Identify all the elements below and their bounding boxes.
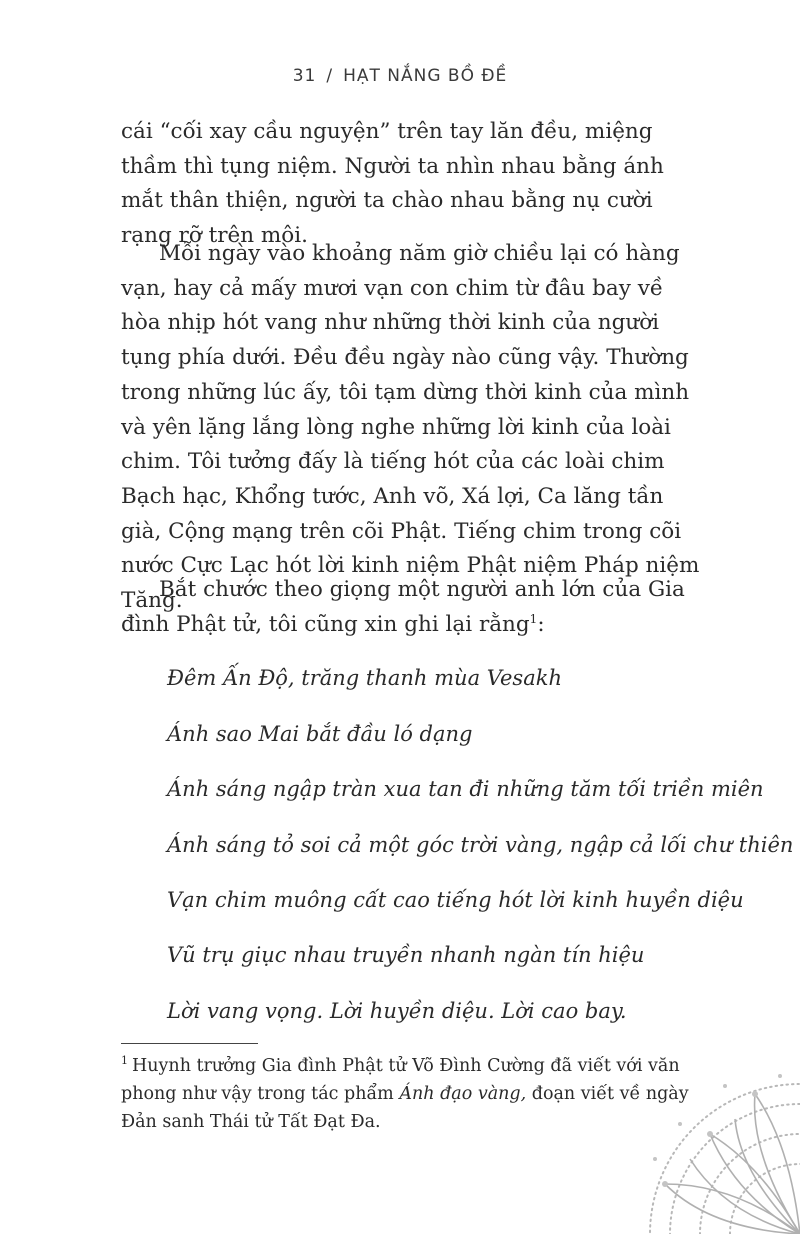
header-separator: / <box>326 66 334 86</box>
verse-line: Ánh sáng tỏ soi cả một góc trời vàng, ngập cả lối chư thiên <box>167 833 794 857</box>
footnote-work-title: Ánh đạo vàng, <box>399 1084 527 1104</box>
verse-line: Vũ trụ giục nhau truyền nhanh ngàn tín hiệu <box>167 943 645 967</box>
page-number: 31 <box>292 66 317 86</box>
book-title: HẠT NẮNG BỒ ĐỀ <box>343 66 508 86</box>
mandala-ornament-icon <box>640 1064 800 1234</box>
verse-line: Ánh sao Mai bắt đầu ló dạng <box>167 722 473 746</box>
footnote-number: 1 <box>121 1054 128 1068</box>
paragraph-1: cái “cối xay cầu nguyện” trên tay lăn đều, miệng thầm thì tụng niệm. Người ta nhìn nhau bằng ánh mắt thân thiện, người ta chào nhau bằng nụ cười rạng rỡ trên môi. <box>121 119 664 249</box>
paragraph-2: Mỗi ngày vào khoảng năm giờ chiều lại có hàng vạn, hay cả mấy mươi vạn con chim từ đâu bay về hòa nhịp hót vang như những thời kinh của người tụng phía dưới. Đều đều ngày nào cũng vậy. Thường trong những lúc ấy, tôi tạm dừng thời kinh của mình và yên lặng lắng lòng nghe những lời kinh của loài chim. Tôi tưởng đấy là tiếng hót của các loài chim Bạch hạc, Khổng tước, Anh võ, Xá lợi, Ca lăng tần già, Cộng mạng trên cõi Phật. Tiếng chim trong cõi nước Cực Lạc hót lời kinh niệm Phật niệm Pháp niệm Tăng. <box>121 241 700 614</box>
footnote <box>121 1052 711 1136</box>
paragraph-3-end: : <box>537 611 545 637</box>
footnote-divider <box>121 1043 258 1044</box>
paragraph-3 <box>121 573 701 642</box>
footnote-reference[interactable]: 1 <box>529 611 538 626</box>
footnote-text-before: Huynh trưởng Gia đình Phật tử Võ Đình Cường đã viết với văn phong như vậy trong tác phẩm <box>121 1056 680 1104</box>
verse-line: Ánh sáng ngập tràn xua tan đi những tăm tối triền miên <box>167 777 764 801</box>
verse-line: Đêm Ấn Độ, trăng thanh mùa Vesakh <box>167 666 562 690</box>
paragraph-3-text: Bắt chước theo giọng một người anh lớn của Gia đình Phật tử, tôi cũng xin ghi lại rằng <box>121 577 685 637</box>
footnote-text-after: đoạn viết về ngày Đản sanh Thái tử Tất Đạt Đa. <box>121 1084 689 1132</box>
verse-line: Vạn chim muông cất cao tiếng hót lời kinh huyền diệu <box>167 888 744 912</box>
running-header <box>0 66 800 86</box>
verse-line: Lời vang vọng. Lời huyền diệu. Lời cao bay. <box>167 999 627 1023</box>
